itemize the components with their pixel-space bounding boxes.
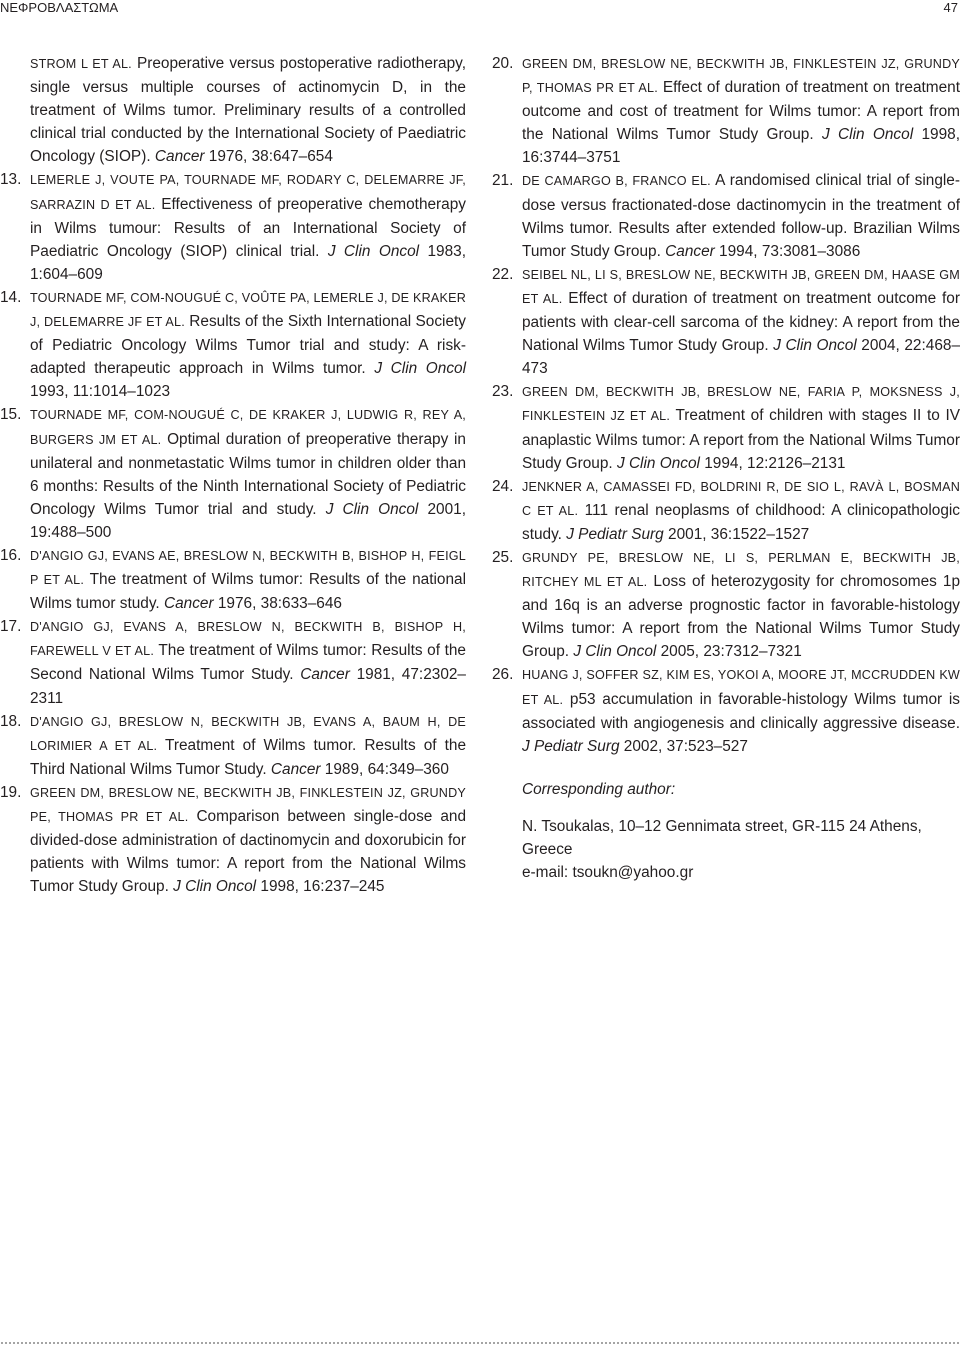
reference-citation: 1976, 38:633–646 — [213, 595, 342, 613]
reference-number: 25. — [492, 548, 514, 566]
reference-journal: J Clin Oncol — [325, 500, 419, 518]
reference-title: Effect of duration of treatment on treatment outcome for patients with clear-cell sarcoma of the kidney: A report from the National Wilms Tumor Study Group. — [522, 289, 960, 355]
correspondence-block — [522, 778, 960, 884]
reference-journal: J Clin Oncol — [573, 643, 657, 661]
reference-journal: Cancer — [154, 148, 205, 166]
reference-authors: STROM L ET AL. — [30, 57, 132, 71]
reference-authors: D'ANGIO GJ, EVANS A, BRESLOW N, BECKWITH B, BISHOP H, FAREWELL V ET AL. — [30, 620, 466, 659]
reference-number: 19. — [0, 783, 22, 801]
reference-authors: SEIBEL NL, LI S, BRESLOW NE, BECKWITH JB, GREEN DM, HAASE GM ET AL. — [522, 267, 960, 306]
reference-number: 18. — [0, 712, 22, 730]
reference-authors: GRUNDY PE, BRESLOW NE, LI S, PERLMAN E, BECKWITH JB, RITCHEY ML ET AL. — [522, 550, 960, 590]
reference-number: 21. — [492, 172, 514, 190]
reference-item — [0, 168, 466, 285]
reference-citation: 2001, 36:1522–1527 — [663, 525, 810, 543]
right-column — [492, 52, 960, 884]
reference-citation: 2002, 37:523–527 — [619, 737, 748, 755]
reference-journal: Cancer — [270, 760, 321, 778]
reference-number: 15. — [0, 406, 22, 424]
reference-item — [492, 169, 960, 262]
reference-title: Effect of duration of treatment on treatment outcome and cost of treatment for Wilms tumor: A report from the National Wilms Tumor Study Group. — [522, 79, 960, 144]
reference-item — [492, 546, 960, 663]
reference-authors: TOURNADE MF, COM-NOUGUÉ C, VOÛTE PA, LEMERLE J, DE KRAKER J, DELEMARRE JF ET AL. — [30, 290, 466, 330]
reference-number: 26. — [492, 666, 514, 684]
reference-journal: J Clin Oncol — [616, 454, 700, 472]
reference-authors: TOURNADE MF, COM-NOUGUÉ C, DE KRAKER J, LUDWIG R, REY A, BURGERS JM ET AL. — [30, 408, 466, 447]
reference-journal: Cancer — [665, 242, 715, 260]
reference-title: Comparison between single-dose and divided-dose administration of dactinomycin and doxorubicin for patients with Wilms tumor: A report from the National Wilms Tumor Study Group. — [30, 808, 467, 896]
reference-authors: LEMERLE J, VOUTE PA, TOURNADE MF, RODARY C, DELEMARRE JF, SARRAZIN D ET AL. — [30, 173, 466, 212]
reference-title: Treatment of children with stages II to IV anaplastic Wilms tumor: A report from the National Wilms Tumor Study Group. — [522, 407, 960, 472]
footer-dotted-rule — [0, 1342, 960, 1344]
reference-item — [492, 263, 960, 380]
reference-title: The treatment of Wilms tumor: Results of the national Wilms tumor study. — [30, 571, 466, 613]
reference-title: Effectiveness of preoperative chemotherapy in Wilms tumour: Results of an International Society of Paediatric Oncology (SIOP) clinical trial. — [30, 195, 467, 260]
reference-item — [492, 475, 960, 546]
left-column — [0, 52, 466, 898]
reference-item — [0, 286, 466, 403]
correspondence-email: e-mail: tsoukn@yahoo.gr — [522, 864, 694, 882]
reference-title: Optimal duration of preoperative therapy in unilateral and nonmetastatic Wilms tumor in children older than 6 months: Results of the Ninth International Society of Pediatric Oncology Wilms Tumor trial and study. — [30, 430, 466, 518]
reference-item — [0, 710, 466, 781]
reference-title: p53 accumulation in favorable-histology Wilms tumor is associated with angiogenesis and clinically aggressive disease. — [522, 690, 960, 732]
page-number: 47 — [943, 0, 958, 15]
reference-journal: Cancer — [163, 595, 214, 613]
reference-journal: J Clin Oncol — [821, 126, 914, 144]
reference-citation: 2005, 23:7312–7321 — [656, 643, 802, 661]
reference-number: 22. — [492, 265, 514, 283]
reference-citation: 1993, 11:1014–1023 — [30, 383, 171, 401]
reference-number: 13. — [0, 171, 22, 189]
reference-item — [492, 380, 960, 474]
reference-authors: GREEN DM, BRESLOW NE, BECKWITH JB, FINKLESTEIN JZ, GRUNDY P, THOMAS PR ET AL. — [522, 57, 960, 96]
reference-number: 23. — [492, 383, 514, 401]
reference-item — [0, 615, 466, 709]
reference-citation: 1994, 12:2126–2131 — [699, 454, 846, 472]
reference-citation: 1983, 1:604–609 — [30, 242, 467, 283]
reference-journal: J Clin Oncol — [173, 878, 257, 896]
reference-citation: 1998, 16:237–245 — [256, 878, 385, 896]
reference-authors: HUANG J, SOFFER SZ, KIM ES, YOKOI A, MOORE JT, MCCRUDDEN KW ET AL. — [522, 668, 960, 707]
reference-citation: 1976, 38:647–654 — [204, 148, 333, 166]
reference-item — [0, 52, 466, 168]
reference-title: Treatment of Wilms tumor. Results of the Third National Wilms Tumor Study. — [30, 736, 467, 778]
reference-number — [0, 52, 30, 168]
reference-journal: Cancer — [300, 666, 350, 684]
reference-journal: J Clin Oncol — [773, 337, 857, 355]
reference-authors: DE CAMARGO B, FRANCO EL. — [522, 174, 711, 189]
reference-authors: GREEN DM, BRESLOW NE, BECKWITH JB, FINKLESTEIN JZ, GRUNDY PE, THOMAS PR ET AL. — [30, 785, 466, 824]
reference-authors: D'ANGIO GJ, BRESLOW N, BECKWITH JB, EVANS A, BAUM H, DE LORIMIER A ET AL. — [30, 714, 466, 753]
reference-title: Preoperative versus postoperative radiotherapy, single versus multiple courses of actinomycin D, in the treatment of Wilms tumor. Preliminary results of a controlled clinical trial conducted by the International Society of Paediatric Oncology (SIOP). — [30, 55, 466, 166]
reference-citation: 1981, 47:2302–2311 — [30, 666, 466, 707]
reference-item — [0, 403, 466, 544]
reference-citation: 2004, 22:468–473 — [522, 337, 960, 378]
reference-citation: 1998, 16:3744–3751 — [522, 126, 960, 167]
reference-item — [492, 52, 960, 169]
reference-journal: J Clin Oncol — [374, 360, 467, 378]
reference-item — [0, 544, 466, 615]
reference-number: 14. — [0, 288, 22, 306]
correspondence-label: Corresponding author: — [522, 780, 676, 798]
reference-title: 111 renal neoplasms of childhood: A clinicopathologic study. — [522, 501, 960, 543]
reference-number: 20. — [492, 55, 514, 72]
reference-number: 17. — [0, 618, 22, 636]
reference-citation: 1994, 73:3081–3086 — [714, 242, 861, 260]
reference-title: The treatment of Wilms tumor: Results of the Second National Wilms Tumor Study. — [30, 642, 466, 684]
reference-journal: J Clin Oncol — [327, 242, 420, 260]
reference-title: Loss of heterozygosity for chromosomes 1p and 16q is an adverse prognostic factor in favorable-histology Wilms tumor: A report from the National Wilms Tumor Study Group. — [522, 573, 960, 661]
reference-number: 16. — [0, 546, 22, 564]
reference-authors: JENKNER A, CAMASSEI FD, BOLDRINI R, DE SIO L, RAVÀ L, BOSMAN C ET AL. — [522, 479, 960, 518]
reference-journal: J Pediatr Surg — [522, 737, 620, 755]
reference-title: Results of the Sixth International Society of Pediatric Oncology Wilms Tumor trial and study: A risk-adapted therapeutic approach in Wilms tumor. — [30, 313, 466, 378]
correspondence-address: N. Tsoukalas, 10–12 Gennimata street, GR-115 24 Athens, Greece — [522, 817, 922, 858]
reference-citation: 2001, 19:488–500 — [30, 500, 467, 541]
reference-number: 24. — [492, 477, 514, 495]
running-header — [0, 0, 960, 22]
reference-authors: D'ANGIO GJ, EVANS AE, BRESLOW N, BECKWITH B, BISHOP H, FEIGL P ET AL. — [30, 548, 466, 588]
reference-title: A randomised clinical trial of single-dose versus fractionated-dose dactinomycin in the treatment of Wilms tumor. Results after extended follow-up. Brazilian Wilms Tumor Study Group. — [522, 172, 960, 260]
reference-journal: J Pediatr Surg — [566, 525, 664, 543]
journal-header: ΝΕΦΡΟΒΛΑΣΤΩΜΑ — [0, 0, 119, 15]
reference-citation: 1989, 64:349–360 — [320, 760, 449, 778]
reference-item — [0, 781, 466, 898]
reference-authors: GREEN DM, BECKWITH JB, BRESLOW NE, FARIA P, MOKSNESS J, FINKLESTEIN JZ ET AL. — [522, 385, 960, 424]
reference-item — [492, 663, 960, 757]
